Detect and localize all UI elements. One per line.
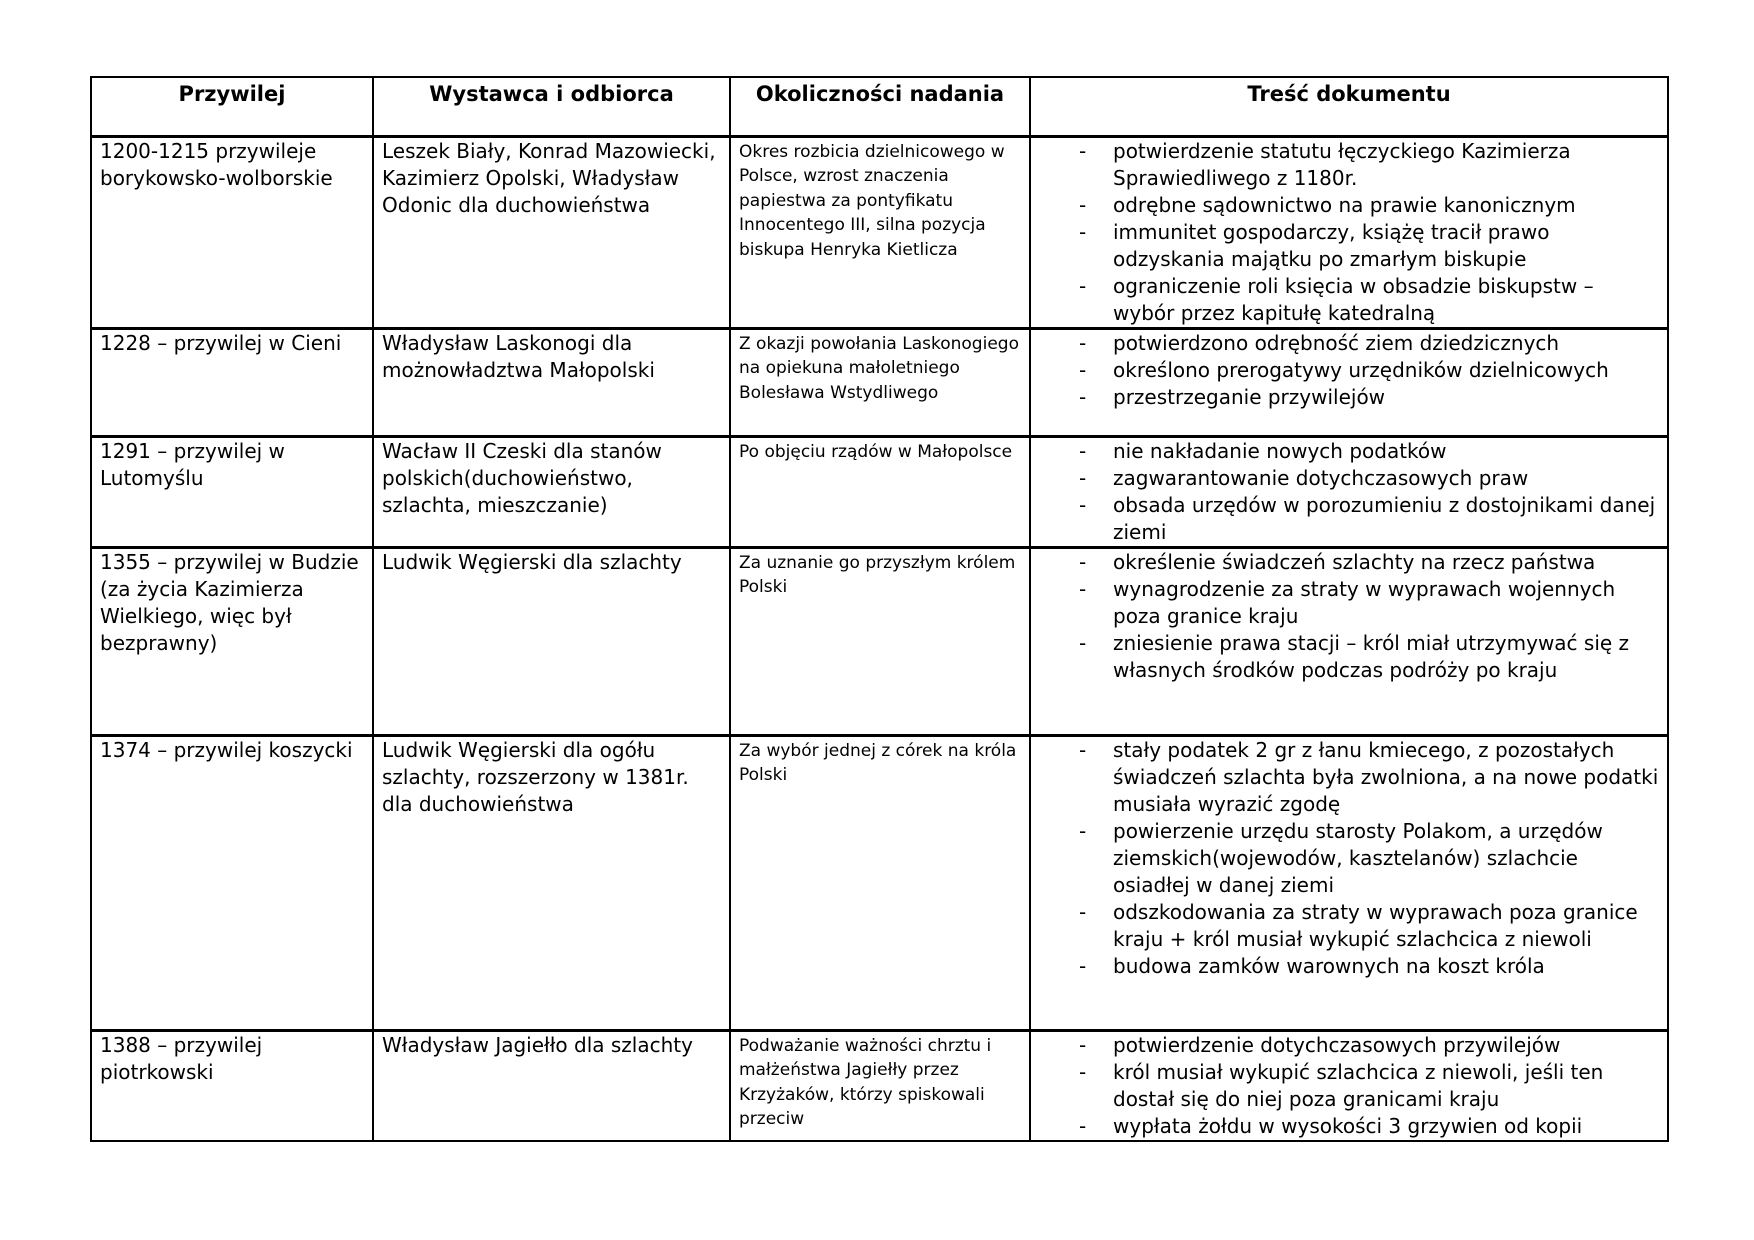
content-list-item: - immunitet gospodarczy, książę tracił prawo odzyskania majątku po zmarłym biskupie	[1113, 219, 1659, 273]
content-cell	[1030, 436, 1668, 547]
privilege-cell: 1200-1215 przywileje borykowsko-wolborskie	[91, 136, 373, 328]
content-list-item: - król musiał wykupić szlachcica z niewoli, jeśli ten dostał się do niej poza granicami kraju	[1113, 1059, 1659, 1113]
content-cell	[1030, 735, 1668, 1030]
content-list-item: - potwierdzono odrębność ziem dziedzicznych	[1113, 330, 1659, 357]
issuer-cell: Wacław II Czeski dla stanów polskich(duchowieństwo, szlachta, mieszczanie)	[373, 436, 730, 547]
issuer-cell: Władysław Laskonogi dla możnowładztwa Małopolski	[373, 328, 730, 436]
issuer-cell: Ludwik Węgierski dla szlachty	[373, 547, 730, 735]
content-list-item: - stały podatek 2 gr z łanu kmiecego, z pozostałych świadczeń szlachta była zwolniona, a na nowe podatki musiała wyrazić zgodę	[1113, 737, 1659, 818]
issuer-cell: Ludwik Węgierski dla ogółu szlachty, rozszerzony w 1381r. dla duchowieństwa	[373, 735, 730, 1030]
content-cell	[1030, 547, 1668, 735]
table-row	[91, 735, 1668, 1030]
privilege-cell: 1388 – przywilej piotrkowski	[91, 1030, 373, 1141]
content-list	[1031, 737, 1659, 980]
issuer-cell: Władysław Jagiełło dla szlachty	[373, 1030, 730, 1141]
content-cell	[1030, 136, 1668, 328]
content-list-item: - odszkodowania za straty w wyprawach poza granice kraju + król musiał wykupić szlachcica z niewoli	[1113, 899, 1659, 953]
content-list-item: - przestrzeganie przywilejów	[1113, 384, 1659, 411]
circumstances-cell: Za uznanie go przyszłym królem Polski	[730, 547, 1030, 735]
header-issuer: Wystawca i odbiorca	[373, 77, 730, 136]
content-list-item: - określono prerogatywy urzędników dzielnicowych	[1113, 357, 1659, 384]
table-row	[91, 136, 1668, 328]
content-list-item: - ograniczenie roli księcia w obsadzie biskupstw – wybór przez kapitułę katedralną	[1113, 273, 1659, 327]
content-list	[1031, 549, 1659, 684]
header-content: Treść dokumentu	[1030, 77, 1668, 136]
content-list-item: - zniesienie prawa stacji – król miał utrzymywać się z własnych środków podczas podróży po kraju	[1113, 630, 1659, 684]
content-list-item: - obsada urzędów w porozumieniu z dostojnikami danej ziemi	[1113, 492, 1659, 546]
content-list-item: - nie nakładanie nowych podatków	[1113, 438, 1659, 465]
header-circumstances: Okoliczności nadania	[730, 77, 1030, 136]
content-list	[1031, 138, 1659, 327]
table-header-row	[91, 77, 1668, 136]
content-list-item: - potwierdzenie dotychczasowych przywilejów	[1113, 1032, 1659, 1059]
table-row	[91, 436, 1668, 547]
privilege-cell: 1355 – przywilej w Budzie (za życia Kazimierza Wielkiego, więc był bezprawny)	[91, 547, 373, 735]
circumstances-cell: Z okazji powołania Laskonogiego na opiekuna małoletniego Bolesława Wstydliwego	[730, 328, 1030, 436]
content-list-item: - wypłata żołdu w wysokości 3 grzywien od kopii	[1113, 1113, 1659, 1140]
content-list-item: - określenie świadczeń szlachty na rzecz państwa	[1113, 549, 1659, 576]
content-list-item: - powierzenie urzędu starosty Polakom, a urzędów ziemskich(wojewodów, kasztelanów) szlachcie osiadłej w danej ziemi	[1113, 818, 1659, 899]
content-list-item: - budowa zamków warownych na koszt króla	[1113, 953, 1659, 980]
header-privilege: Przywilej	[91, 77, 373, 136]
content-list	[1031, 330, 1659, 411]
table-row	[91, 1030, 1668, 1141]
content-list-item: - wynagrodzenie za straty w wyprawach wojennych poza granice kraju	[1113, 576, 1659, 630]
circumstances-cell: Po objęciu rządów w Małopolsce	[730, 436, 1030, 547]
content-list	[1031, 1032, 1659, 1140]
circumstances-cell: Podważanie ważności chrztu i małżeństwa Jagiełły przez Krzyżaków, którzy spiskowali przeciw	[730, 1030, 1030, 1141]
content-cell	[1030, 1030, 1668, 1141]
privilege-cell: 1291 – przywilej w Lutomyślu	[91, 436, 373, 547]
content-list-item: - potwierdzenie statutu łęczyckiego Kazimierza Sprawiedliwego z 1180r.	[1113, 138, 1659, 192]
privilege-cell: 1228 – przywilej w Cieni	[91, 328, 373, 436]
circumstances-cell: Okres rozbicia dzielnicowego w Polsce, wzrost znaczenia papiestwa za pontyfikatu Innocentego III, silna pozycja biskupa Henryka Kietlicza	[730, 136, 1030, 328]
issuer-cell: Leszek Biały, Konrad Mazowiecki, Kazimierz Opolski, Władysław Odonic dla duchowieństwa	[373, 136, 730, 328]
table-row	[91, 547, 1668, 735]
content-cell	[1030, 328, 1668, 436]
privilege-cell: 1374 – przywilej koszycki	[91, 735, 373, 1030]
circumstances-cell: Za wybór jednej z córek na króla Polski	[730, 735, 1030, 1030]
content-list-item: - zagwarantowanie dotychczasowych praw	[1113, 465, 1659, 492]
content-list	[1031, 438, 1659, 546]
table-row	[91, 328, 1668, 436]
privileges-table	[90, 76, 1669, 1142]
content-list-item: - odrębne sądownictwo na prawie kanonicznym	[1113, 192, 1659, 219]
table-body	[91, 136, 1668, 1141]
